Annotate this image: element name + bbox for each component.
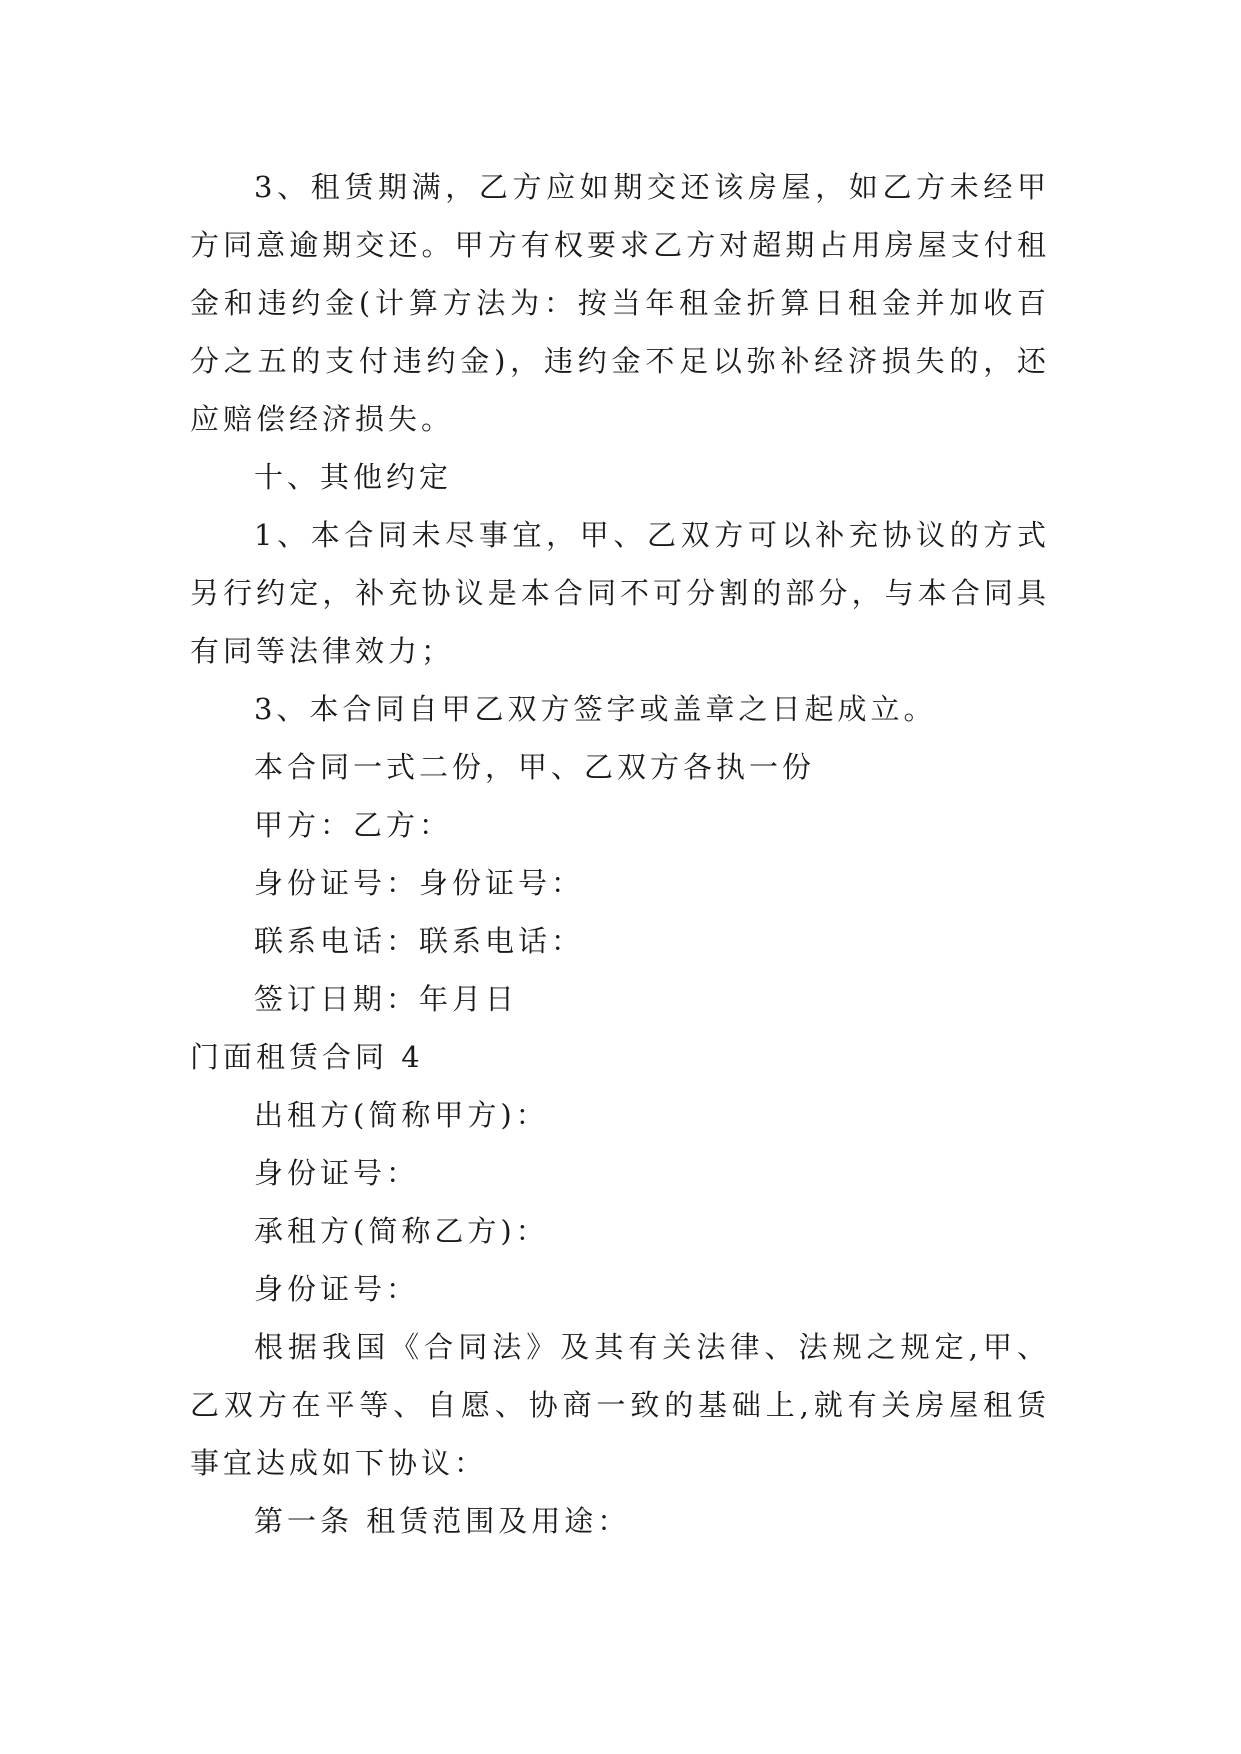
- lessor-id-field: 身份证号：: [254, 1156, 420, 1190]
- section-title: 门面租赁合同 4: [190, 1040, 424, 1074]
- paragraph-legal-basis: 根据我国《合同法》及其有关法律、法规之规定,甲、乙双方在平等、自愿、协商一致的基础上,就有关房屋租赁事宜达成如下协议：: [190, 1330, 1050, 1480]
- paragraph-supplementary-agreement: 1、本合同未尽事宜，甲、乙双方可以补充协议的方式另行约定，补充协议是本合同不可分割的部分，与本合同具有同等法律效力；: [190, 518, 1050, 668]
- lessee-id-field: 身份证号：: [254, 1272, 420, 1306]
- signature-date: 签订日期：年月日: [254, 982, 519, 1016]
- lessee-field: 承租方(简称乙方)：: [254, 1214, 549, 1248]
- article-one-heading: 第一条 租赁范围及用途：: [254, 1504, 631, 1538]
- paragraph-lease-expiry: 3、租赁期满，乙方应如期交还该房屋，如乙方未经甲方同意逾期交还。甲方有权要求乙方对超期占用房屋支付租金和违约金(计算方法为：按当年租金折算日租金并加收百分之五的支付违约金)，违约金不足以弥补经济损失的，还应赔偿经济损失。: [190, 170, 1050, 436]
- lessor-field: 出租方(简称甲方)：: [254, 1098, 549, 1132]
- paragraph-contract-effective: 3、本合同自甲乙双方签字或盖章之日起成立。: [254, 692, 937, 726]
- paragraph-copies: 本合同一式二份，甲、乙双方各执一份: [254, 750, 816, 784]
- signature-id-numbers: 身份证号：身份证号：: [254, 866, 585, 900]
- heading-other-agreements: 十、其他约定: [254, 460, 453, 494]
- signature-parties: 甲方：乙方：: [254, 808, 453, 842]
- signature-phones: 联系电话：联系电话：: [254, 924, 585, 958]
- document-page: [190, 158, 1050, 1550]
